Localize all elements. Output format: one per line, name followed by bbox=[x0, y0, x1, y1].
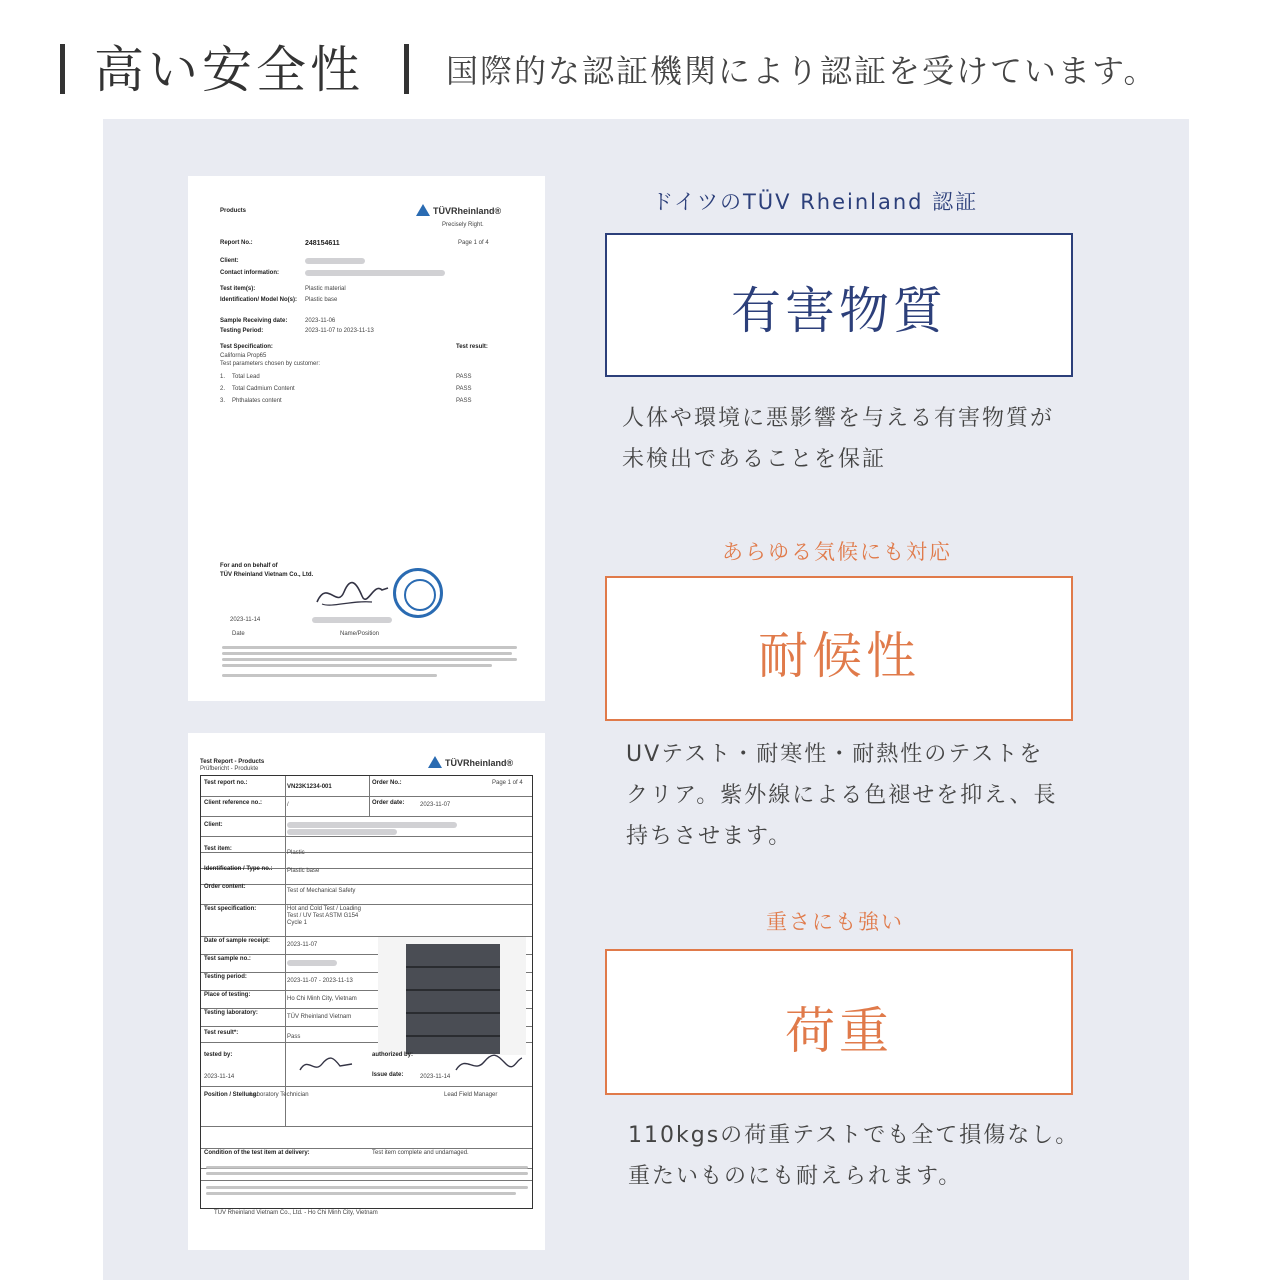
header-divider-left bbox=[60, 44, 65, 94]
cert2-row-value: 2023-11-07 - 2023-11-13 bbox=[287, 978, 353, 984]
feature-desc-line: UVテスト・耐寒性・耐熱性のテストを bbox=[626, 742, 1044, 767]
cert1-test-result: PASS bbox=[456, 374, 472, 380]
cert2-row-label: Place of testing: bbox=[204, 992, 251, 998]
cert2-issue-label: Issue date: bbox=[372, 1072, 404, 1078]
cert1-field-label: Contact information: bbox=[220, 270, 279, 276]
cert1-field-value: 2023-11-06 bbox=[305, 318, 336, 324]
feature-desc-line: 未検出であることを保証 bbox=[622, 447, 887, 472]
tuv-logo: TÜVRheinland® bbox=[428, 756, 513, 768]
cert1-field-value: Plastic material bbox=[305, 286, 346, 292]
cert2-condition-value: Test item complete and undamaged. bbox=[372, 1150, 469, 1156]
feature-box-weather-resistance bbox=[605, 576, 1073, 721]
cert2-fineprint bbox=[206, 1172, 528, 1175]
cert1-test-name: Total Lead bbox=[232, 374, 260, 380]
cert2-label: Test Report - Products bbox=[200, 759, 265, 765]
cert2-row-label: Position / Stellung: bbox=[204, 1092, 259, 1098]
cert1-test-name: Total Cadmium Content bbox=[232, 386, 295, 392]
cert2-authorized-label: authorized by: bbox=[372, 1052, 414, 1058]
cert2-row-label: Client reference no.: bbox=[204, 800, 263, 806]
cert1-test-result: PASS bbox=[456, 398, 472, 404]
cert2-row-value: Laboratory Technician bbox=[250, 1092, 309, 1098]
header bbox=[0, 0, 1280, 120]
feature-desc-line: 人体や環境に悪影響を与える有害物質が bbox=[622, 406, 1055, 431]
cert1-field-label: Client: bbox=[220, 258, 239, 264]
feature-box-load bbox=[605, 949, 1073, 1095]
signature-1 bbox=[312, 574, 392, 614]
cert2-row-label: Testing laboratory: bbox=[204, 1010, 258, 1016]
cert1-spec-line: Test parameters chosen by customer: bbox=[220, 361, 321, 367]
cert1-field-label: Test item(s): bbox=[220, 286, 256, 292]
cert2-row-value: Pass bbox=[287, 1034, 301, 1040]
cert1-label: Products bbox=[220, 208, 247, 214]
cert2-fineprint bbox=[206, 1186, 528, 1189]
cert2-row-value: TÜV Rheinland Vietnam bbox=[287, 1014, 352, 1020]
cert1-test-no: 3. bbox=[220, 398, 226, 404]
tuv-logo: TÜVRheinland® bbox=[416, 204, 501, 216]
cert2-position2: Lead Field Manager bbox=[444, 1092, 498, 1098]
cert1-field-label: Testing Period: bbox=[220, 328, 264, 334]
cert1-field-value: Plastic base bbox=[305, 297, 338, 303]
cert1-fineprint bbox=[222, 652, 512, 655]
cert1-behalf: For and on behalf of bbox=[220, 563, 278, 569]
cert2-row-value: VN23K1234-001 bbox=[287, 784, 332, 790]
cert2-order-date-label: Order date: bbox=[372, 800, 405, 806]
cert2-row-label: Test result*: bbox=[204, 1030, 239, 1036]
cert2-row-value: Ho Chi Minh City, Vietnam bbox=[287, 996, 357, 1002]
signature-3 bbox=[452, 1050, 526, 1076]
cert2-page: Page 1 of 4 bbox=[492, 780, 523, 786]
cert1-field-label: Identification/ Model No(s): bbox=[220, 297, 297, 303]
cert2-row-value: 2023-11-14 bbox=[204, 1074, 235, 1080]
cert1-spec-label: Test Specification: bbox=[220, 344, 273, 350]
feature-desc-line: 重たいものにも耐えられます。 bbox=[628, 1164, 963, 1189]
cert2-row-label: Date of sample receipt: bbox=[204, 938, 271, 944]
cert1-redacted bbox=[305, 258, 365, 264]
cert1-spec-line: California Prop65 bbox=[220, 353, 267, 359]
cert2-footer: TÜV Rheinland Vietnam Co., Ltd. - Ho Chi Minh City, Vietnam bbox=[214, 1210, 378, 1216]
cert2-issue-date: 2023-11-14 bbox=[420, 1074, 451, 1080]
cert1-tagline: Precisely Right. bbox=[442, 222, 484, 228]
cert2-row-value: Plastic bbox=[287, 850, 305, 856]
feature-heading-climate: あらゆる気候にも対応 bbox=[722, 540, 952, 564]
cert2-row-label: tested by: bbox=[204, 1052, 233, 1058]
feature-desc-line: 110kgsの荷重テストでも全て損傷なし。 bbox=[628, 1123, 1080, 1148]
cert2-row-label: Test item: bbox=[204, 846, 232, 852]
cert1-fineprint bbox=[222, 664, 492, 667]
cert2-row-label: Test report no.: bbox=[204, 780, 248, 786]
cert2-row-label: Testing period: bbox=[204, 974, 247, 980]
cert1-field-value: 2023-11-07 to 2023-11-13 bbox=[305, 328, 374, 334]
feature-heading-tuv: ドイツのTÜV Rheinland 認証 bbox=[652, 190, 979, 214]
cert2-redacted bbox=[287, 822, 457, 828]
feature-desc-line: クリア。紫外線による色褪せを抑え、長 bbox=[626, 783, 1058, 808]
feature-title-harmful-substances: 有害物質 bbox=[731, 282, 947, 340]
cert1-date-label: Date bbox=[232, 631, 245, 637]
feature-box-harmful-substances bbox=[605, 233, 1073, 377]
cert1-page: Page 1 of 4 bbox=[458, 240, 489, 246]
cert2-row-label: Test specification: bbox=[204, 906, 257, 912]
deck-tile bbox=[406, 944, 500, 1054]
page-title: 高い安全性 bbox=[94, 41, 364, 99]
cert1-test-name: Phthalates content bbox=[232, 398, 282, 404]
cert1-result-label: Test result: bbox=[456, 344, 488, 350]
cert2-row-label: Identification / Type no.: bbox=[204, 866, 273, 872]
cert2-row-value: / bbox=[287, 802, 289, 808]
cert2-label-de: Prüfbericht - Produkte bbox=[200, 766, 259, 772]
cert2-row-value: Hot and Cold Test / Loading Test / UV Test ASTM G154 Cycle 1 bbox=[287, 906, 361, 926]
cert1-test-no: 1. bbox=[220, 374, 226, 380]
cert2-row-value: 2023-11-07 bbox=[287, 942, 318, 948]
cert1-field-label: Sample Receiving date: bbox=[220, 318, 288, 324]
feature-title-weather-resistance: 耐候性 bbox=[758, 627, 920, 685]
cert2-redacted bbox=[287, 829, 397, 835]
tuv-triangle-icon bbox=[428, 756, 442, 768]
cert1-fineprint bbox=[222, 674, 437, 677]
cert1-date: 2023-11-14 bbox=[230, 617, 261, 623]
cert1-redacted bbox=[312, 617, 392, 623]
cert1-test-result: PASS bbox=[456, 386, 472, 392]
header-divider-right bbox=[404, 44, 409, 94]
cert2-row-label: Client: bbox=[204, 822, 223, 828]
cert1-behalf: TÜV Rheinland Vietnam Co., Ltd. bbox=[220, 572, 314, 578]
cert1-report-label: Report No.: bbox=[220, 240, 253, 246]
cert2-order-date: 2023-11-07 bbox=[420, 802, 451, 808]
cert2-row-label: Test sample no.: bbox=[204, 956, 251, 962]
cert1-fineprint bbox=[222, 658, 517, 661]
cert1-report-no: 248154611 bbox=[305, 240, 340, 247]
cert1-name-label: Name/Position bbox=[340, 631, 380, 637]
tuv-seal-stamp bbox=[393, 568, 443, 618]
feature-title-load: 荷重 bbox=[785, 1002, 893, 1060]
cert2-fineprint bbox=[206, 1192, 516, 1195]
cert1-redacted bbox=[305, 270, 445, 276]
cert1-fineprint bbox=[222, 646, 517, 649]
cert2-fineprint bbox=[206, 1166, 528, 1169]
cert2-condition-label: Condition of the test item at delivery: bbox=[204, 1150, 310, 1156]
cert2-redacted bbox=[287, 960, 337, 966]
cert2-row-value: Test of Mechanical Safety bbox=[287, 888, 356, 894]
cert2-row-label: Order content: bbox=[204, 884, 246, 890]
signature-2 bbox=[296, 1052, 356, 1078]
cert1-test-no: 2. bbox=[220, 386, 226, 392]
feature-heading-weight: 重さにも強い bbox=[766, 910, 904, 934]
cert2-row-value: Plastic base bbox=[287, 868, 320, 874]
tuv-triangle-icon bbox=[416, 204, 430, 216]
cert2-order-label: Order No.: bbox=[372, 780, 402, 786]
feature-desc-line: 持ちさせます。 bbox=[626, 824, 793, 849]
page-subtitle: 国際的な認証機関により認証を受けています。 bbox=[446, 52, 1158, 90]
